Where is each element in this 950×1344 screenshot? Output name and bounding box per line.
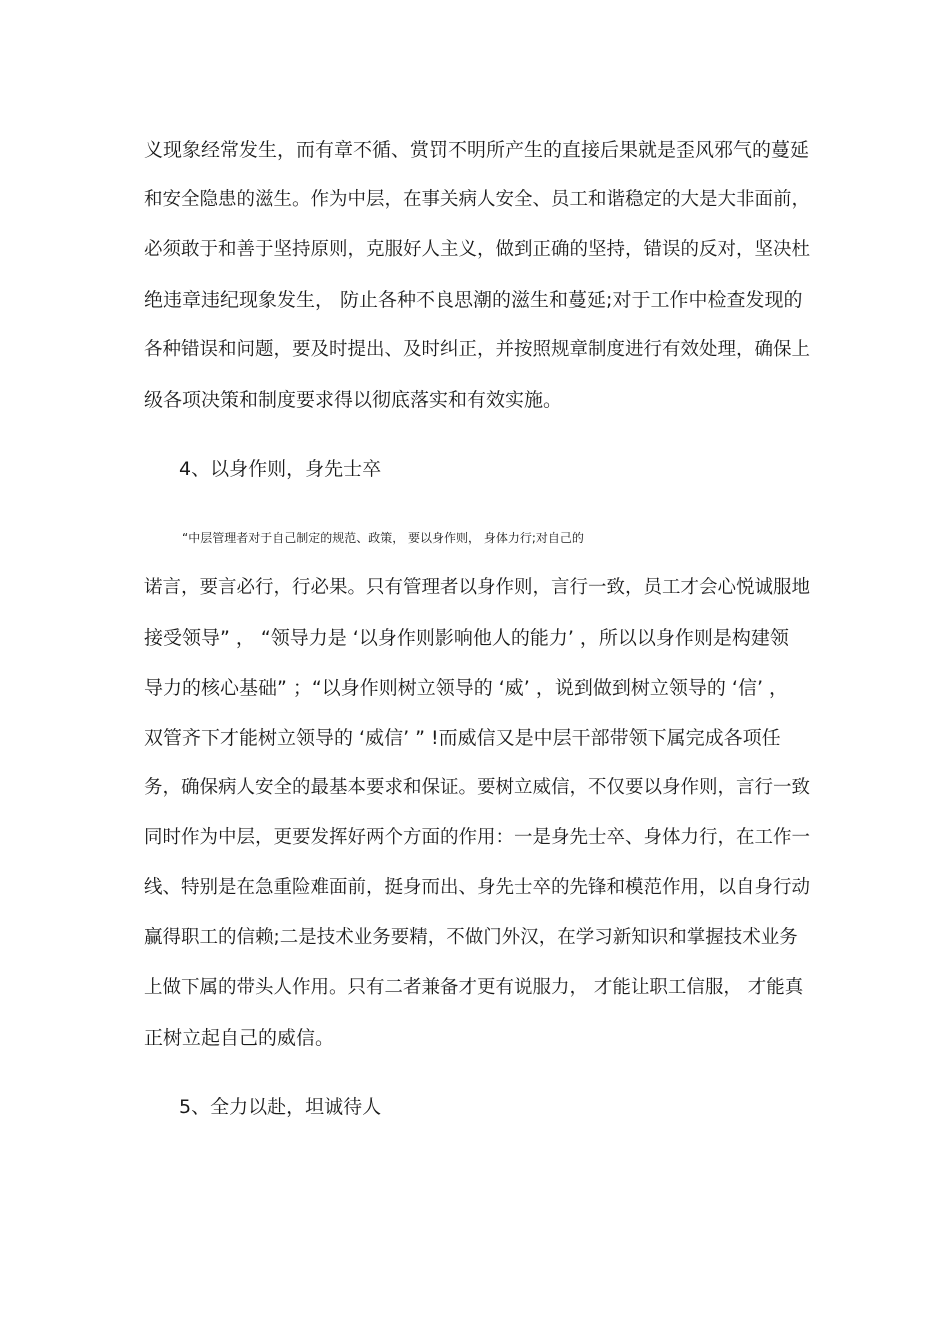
paragraph-line: 绝违章违纪现象发生， 防止各种不良思潮的滋生和蔓延;对于工作中检查发现的 <box>144 289 803 311</box>
section-heading-4: 4、以身作则，身先士卒 <box>179 458 382 480</box>
paragraph-line: 线、特别是在急重险难面前，挺身而出、身先士卒的先锋和模范作用，以自身行动 <box>144 877 811 898</box>
paragraph-line: 正树立起自己的威信。 <box>144 1027 335 1049</box>
paragraph-line: 上做下属的带头人作用。只有二者兼备才更有说服力， 才能让职工信服， 才能真 <box>144 977 804 998</box>
paragraph-line: 必须敢于和善于坚持原则，克服好人主义，做到正确的坚持，错误的反对，坚决杜 <box>144 239 811 260</box>
paragraph-line: 诺言，要言必行，行必果。只有管理者以身作则，言行一致，员工才会心悦诚服地 <box>144 577 811 598</box>
paragraph-line: 同时作为中层，更要发挥好两个方面的作用：一是身先士卒、身体力行，在工作一 <box>144 827 811 848</box>
paragraph-line: 义现象经常发生，而有章不循、赏罚不明所产生的直接后果就是歪风邪气的蔓延 <box>144 139 810 161</box>
paragraph-line: 双管齐下才能树立领导的 ‘威信’ ” !而威信又是中层干部带领下属完成各项任 <box>144 727 781 749</box>
paragraph-line: 务，确保病人安全的最基本要求和保证。要树立威信，不仅要以身作则，言行一致 <box>144 777 811 798</box>
paragraph-line: 各种错误和问题，要及时提出、及时纠正，并按照规章制度进行有效处理，确保上 <box>144 339 811 360</box>
paragraph-line: 接受领导” ， “领导力是 ‘以身作则影响他人的能力’ ，所以以身作则是构建领 <box>144 627 789 649</box>
paragraph-line: “中层管理者对于自己制定的规范、政策， 要以身作则， 身体力行;对自己的 <box>182 531 584 545</box>
paragraph-line: 赢得职工的信赖;二是技术业务要精，不做门外汉，在学习新知识和掌握技术业务 <box>144 927 798 948</box>
paragraph-line: 级各项决策和制度要求得以彻底落实和有效实施。 <box>144 389 563 411</box>
paragraph-line: 导力的核心基础” ；“以身作则树立领导的 ‘威’ ，说到做到树立领导的 ‘信’ ， <box>144 677 789 699</box>
paragraph-line: 和安全隐患的滋生。作为中层，在事关病人安全、员工和谐稳定的大是大非面前， <box>144 189 811 210</box>
section-heading-5: 5、全力以赴，坦诚待人 <box>179 1096 382 1118</box>
